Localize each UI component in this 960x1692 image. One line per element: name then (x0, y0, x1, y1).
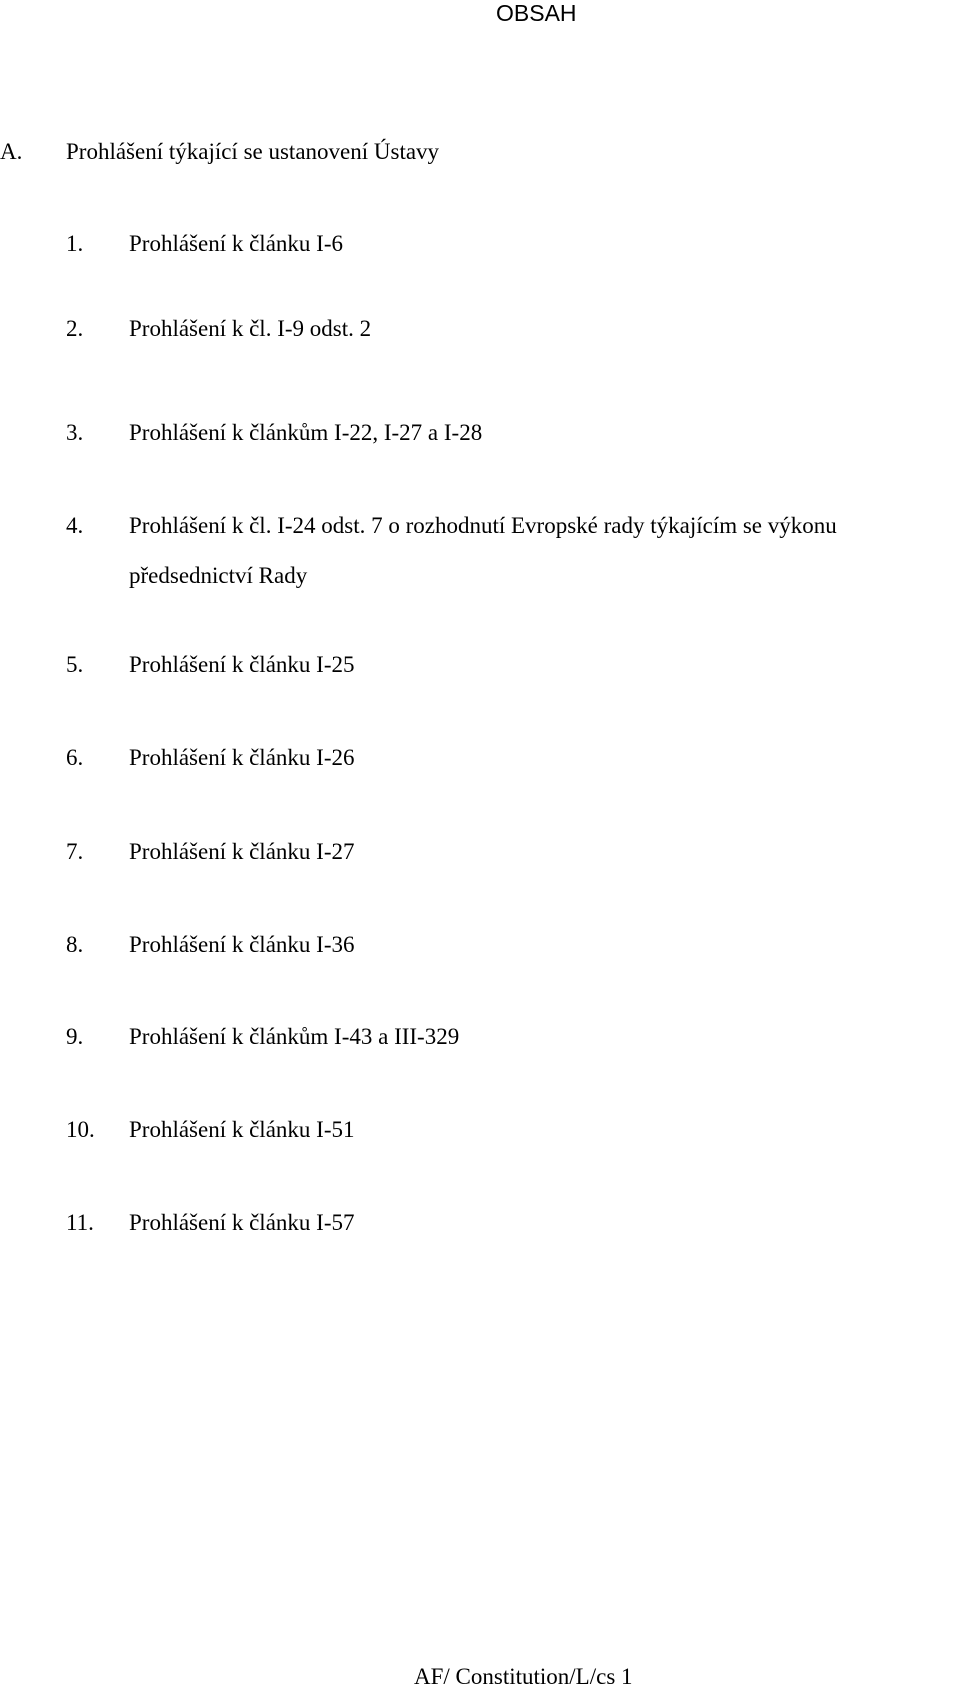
toc-item-number: 9. (66, 1024, 84, 1049)
toc-item-number: 8. (66, 932, 84, 957)
toc-item-text: Prohlášení k článkům I-22, I-27 a I-28 (129, 420, 483, 445)
toc-item-text: Prohlášení k čl. I-9 odst. 2 (129, 316, 372, 341)
toc-item-number: 4. (66, 513, 84, 538)
toc-item-number: 11. (66, 1210, 94, 1235)
toc-item-number: 1. (66, 231, 84, 256)
toc-item-number: 7. (66, 839, 84, 864)
section-letter: A. (0, 139, 23, 164)
toc-item-text: Prohlášení k článku I-25 (129, 652, 355, 677)
toc-item-number: 5. (66, 652, 84, 677)
toc-item-text: Prohlášení k článku I-57 (129, 1210, 355, 1235)
toc-item-text: Prohlášení k článku I-51 (129, 1117, 355, 1142)
page-title: OBSAH (496, 0, 577, 26)
section-title: Prohlášení týkající se ustanovení Ústavy (66, 139, 440, 164)
toc-item-number: 2. (66, 316, 84, 341)
toc-item-text-line2: předsednictví Rady (129, 563, 308, 588)
toc-item-text: Prohlášení k článkům I-43 a III-329 (129, 1024, 460, 1049)
toc-item-number: 6. (66, 745, 84, 770)
toc-item-text: Prohlášení k článku I-26 (129, 745, 355, 770)
toc-item-number: 3. (66, 420, 84, 445)
toc-item-text: Prohlášení k článku I-27 (129, 839, 355, 864)
toc-item-text (129, 511, 959, 591)
toc-item-text: Prohlášení k článku I-36 (129, 932, 355, 957)
toc-item-text-line1: Prohlášení k čl. I-24 odst. 7 o rozhodnutí Evropské rady týkajícím se výkonu (129, 513, 837, 538)
toc-item-text: Prohlášení k článku I-6 (129, 231, 343, 256)
footer-reference: AF/ Constitution/L/cs 1 (414, 1664, 633, 1689)
toc-item-number: 10. (66, 1117, 95, 1142)
